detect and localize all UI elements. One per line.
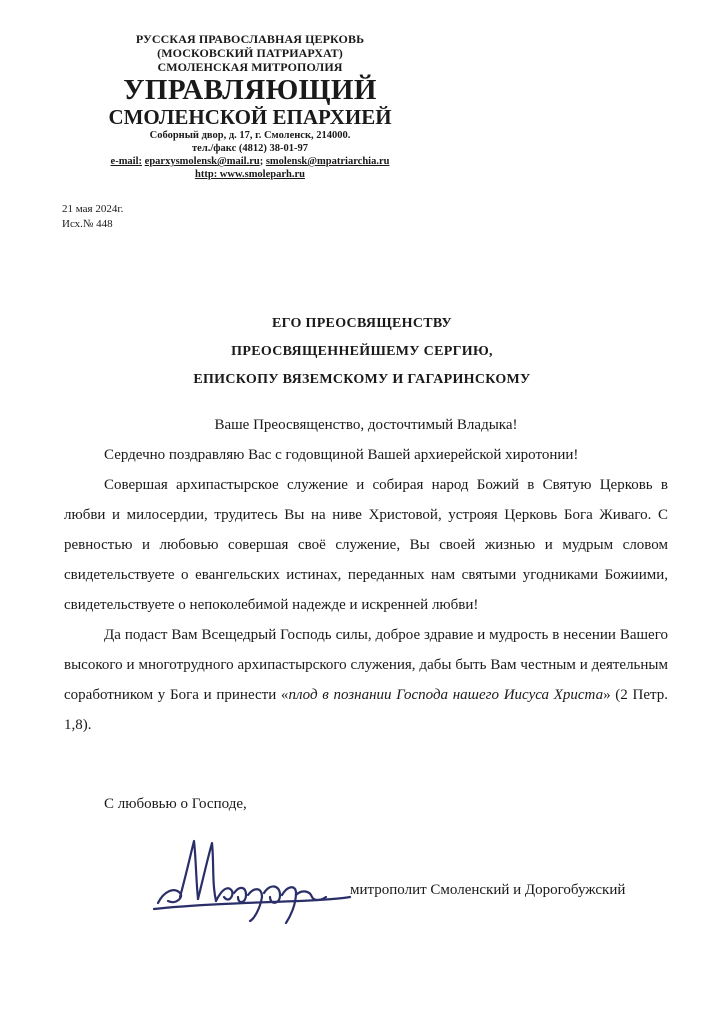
- addressee-block: [60, 310, 664, 394]
- website-link[interactable]: http: www.smoleparh.ru: [195, 169, 305, 180]
- postal-address: Соборный двор, д. 17, г. Смоленск, 214000.: [149, 130, 351, 141]
- patriarchate-name: (МОСКОВСКИЙ ПАТРИАРХАТ): [157, 46, 343, 60]
- paragraph-ministry: Совершая архипастырское служение и собирая народ Божий в Святую Церковь в любви и милосердии, трудитесь Вы на ниве Христовой, устрояя Церковь Бога Живаго. С ревностью и любовью совершая своё служение, Вы своей жизнью и мудрым словом свидетельствуете о евангельских истинах, переданных нам святыми угодниками Божиими, свидетельствуете о непоколебимой надежде и искренней любви!: [64, 477, 668, 613]
- letter-date: 21 мая 2024г.: [62, 203, 124, 215]
- closing-phrase: С любовью о Господе,: [104, 796, 247, 812]
- email-label: e-mail:: [110, 156, 143, 167]
- scripture-quote: плод в познании Господа нашего Иисуса Христа: [288, 687, 604, 703]
- office-subtitle: СМОЛЕНСКОЙ ЕПАРХИЕЙ: [108, 105, 392, 129]
- addressee-line-2: ПРЕОСВЯЩЕННЕЙШЕМУ СЕРГИЮ,: [231, 344, 493, 359]
- letterhead: [100, 32, 400, 181]
- scripture-reference: » (2 Петр. 1,8).: [64, 687, 668, 733]
- outgoing-number: Исх.№ 448: [62, 218, 113, 230]
- salutation: Ваше Преосвященство, досточтимый Владыка!: [214, 417, 518, 433]
- phone-fax: тел./факс (4812) 38-01-97: [192, 143, 308, 154]
- website-line: [100, 168, 400, 181]
- addressee-line-3: ЕПИСКОПУ ВЯЗЕМСКОМУ И ГАГАРИНСКОМУ: [193, 372, 531, 387]
- email-separator: ;: [259, 156, 264, 167]
- metropolis-name: СМОЛЕНСКАЯ МИТРОПОЛИЯ: [157, 60, 343, 74]
- email-link-primary[interactable]: eparxysmolensk@mail.ru: [144, 156, 260, 167]
- letter-meta: [62, 202, 123, 232]
- signer-title: митрополит Смоленский и Дорогобужский: [350, 882, 626, 898]
- blessing-text: Да подаст Вам Всещедрый Господь силы, доброе здравие и мудрость в несении Вашего высокого и многотрудного архипастырского служения, дабы быть Вам честным и деятельным соработником у Бога и принести «: [64, 627, 668, 703]
- paragraph-congratulation: Сердечно поздравляю Вас с годовщиной Вашей архиерейской хиротонии!: [104, 447, 579, 463]
- paragraph-blessing: [64, 620, 668, 740]
- handwritten-signature: [150, 835, 355, 925]
- church-name: РУССКАЯ ПРАВОСЛАВНАЯ ЦЕРКОВЬ: [135, 32, 365, 46]
- email-line: [100, 155, 400, 168]
- letter-body: [64, 410, 668, 740]
- email-link-secondary[interactable]: smolensk@mpatriarchia.ru: [265, 156, 390, 167]
- addressee-line-1: ЕГО ПРЕОСВЯЩЕНСТВУ: [272, 316, 452, 331]
- office-title: УПРАВЛЯЮЩИЙ: [123, 74, 377, 106]
